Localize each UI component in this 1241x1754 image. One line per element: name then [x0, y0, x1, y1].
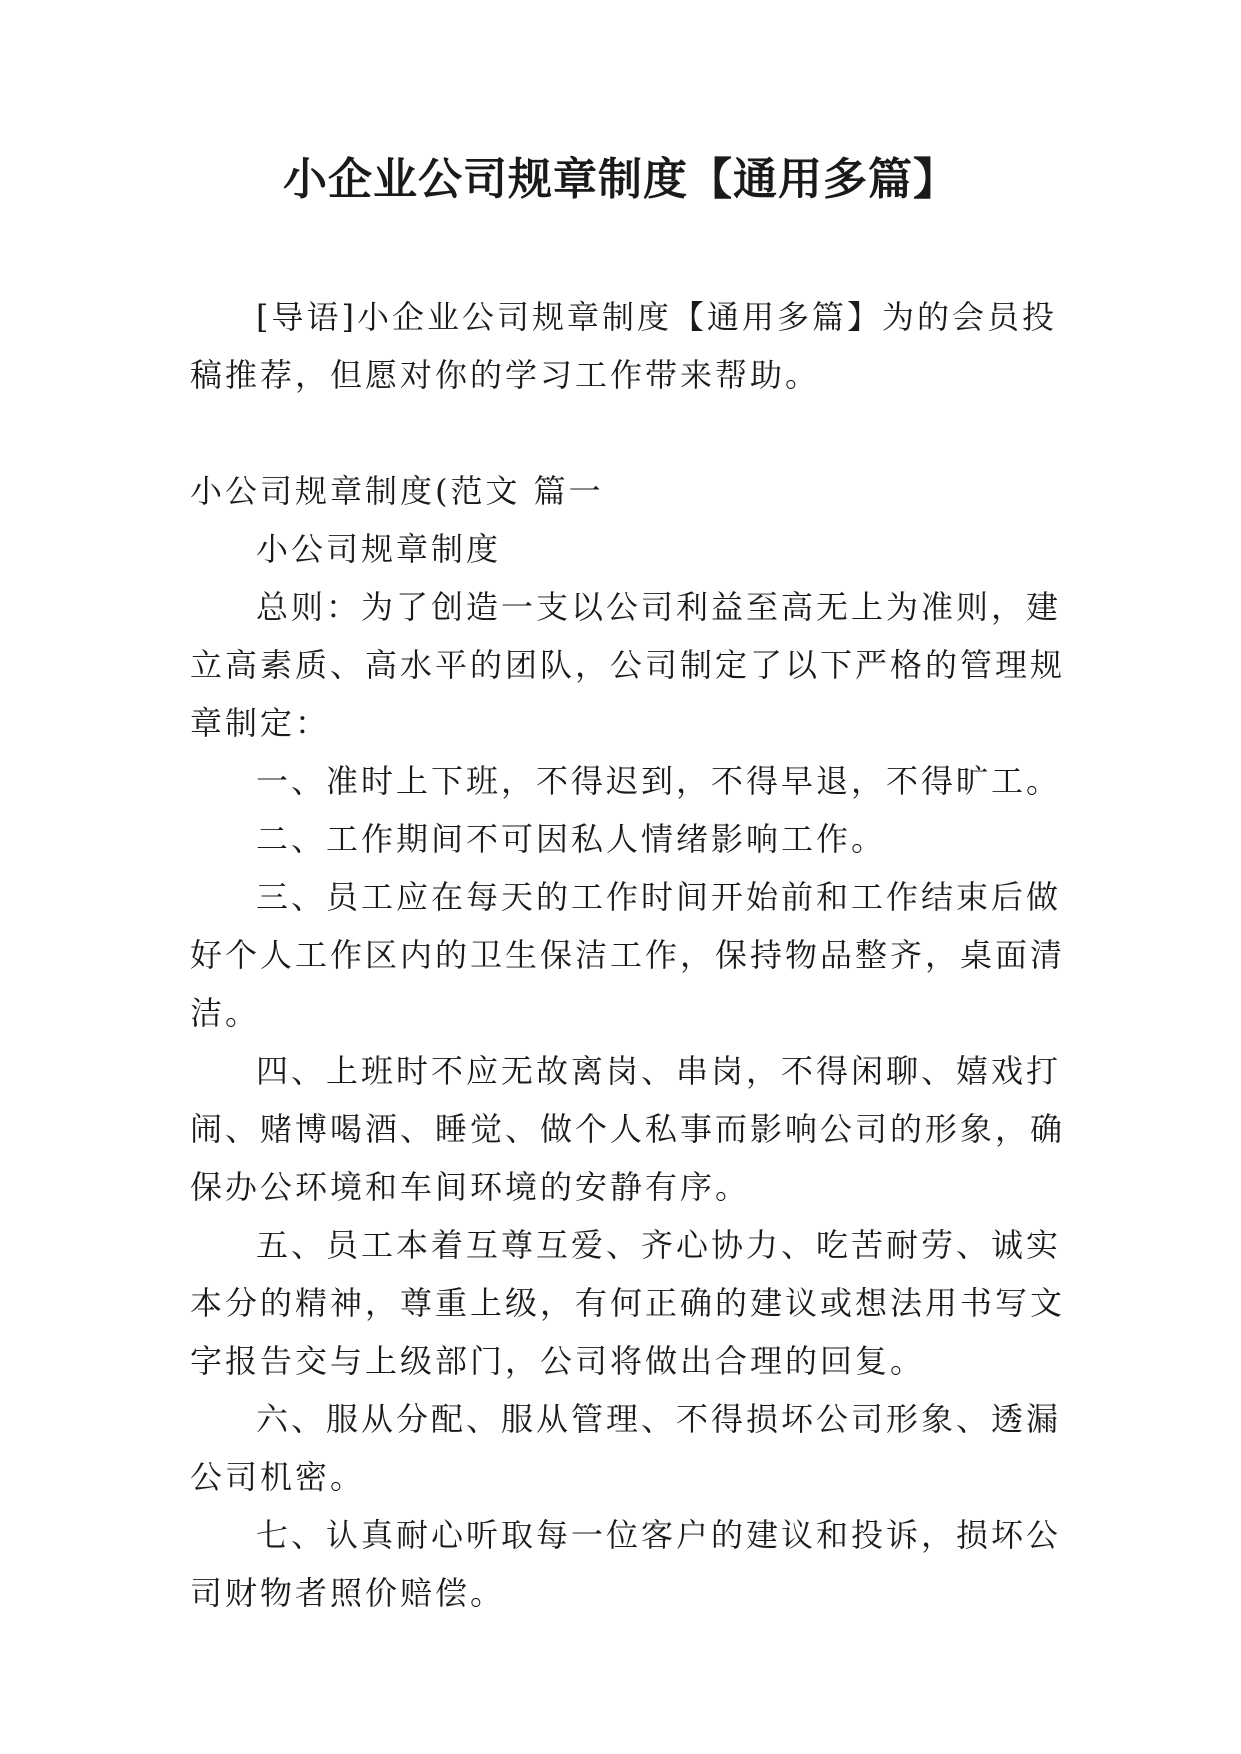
rule-paragraph-7: 七、认真耐心听取每一位客户的建议和投诉，损坏公司财物者照价赔偿。 — [190, 1516, 1062, 1612]
general-rule-paragraph: 总则：为了创造一支以公司利益至高无上为准则，建立高素质、高水平的团队，公司制定了以下严格的管理规章制定： — [190, 588, 1066, 742]
page-title: 小企业公司规章制度【通用多篇】 — [283, 154, 958, 205]
rule-paragraph-5: 五、员工本着互尊互爱、齐心协力、吃苦耐劳、诚实本分的精神，尊重上级，有何正确的建议或想法用书写文字报告交与上级部门，公司将做出合理的回复。 — [190, 1226, 1066, 1380]
section-heading: 小公司规章制度(范文 篇一 — [190, 472, 604, 510]
rule-paragraph-1: 一、准时上下班，不得迟到，不得早退，不得旷工。 — [256, 762, 1062, 800]
intro-paragraph: [导语]小企业公司规章制度【通用多篇】为的会员投稿推荐，但愿对你的学习工作带来帮助。 — [190, 298, 1057, 394]
rule-paragraph-4: 四、上班时不应无故离岗、串岗，不得闲聊、嬉戏打闹、赌博喝酒、睡觉、做个人私事而影响公司的形象，确保办公环境和车间环境的安静有序。 — [190, 1052, 1066, 1206]
rule-paragraph-3: 三、员工应在每天的工作时间开始前和工作结束后做好个人工作区内的卫生保洁工作，保持物品整齐，桌面清洁。 — [190, 878, 1066, 1032]
subtitle: 小公司规章制度 — [256, 530, 502, 568]
rule-paragraph-6: 六、服从分配、服从管理、不得损坏公司形象、透漏公司机密。 — [190, 1400, 1062, 1496]
document-body — [190, 288, 1080, 1622]
rule-paragraph-2: 二、工作期间不可因私人情绪影响工作。 — [256, 820, 887, 858]
